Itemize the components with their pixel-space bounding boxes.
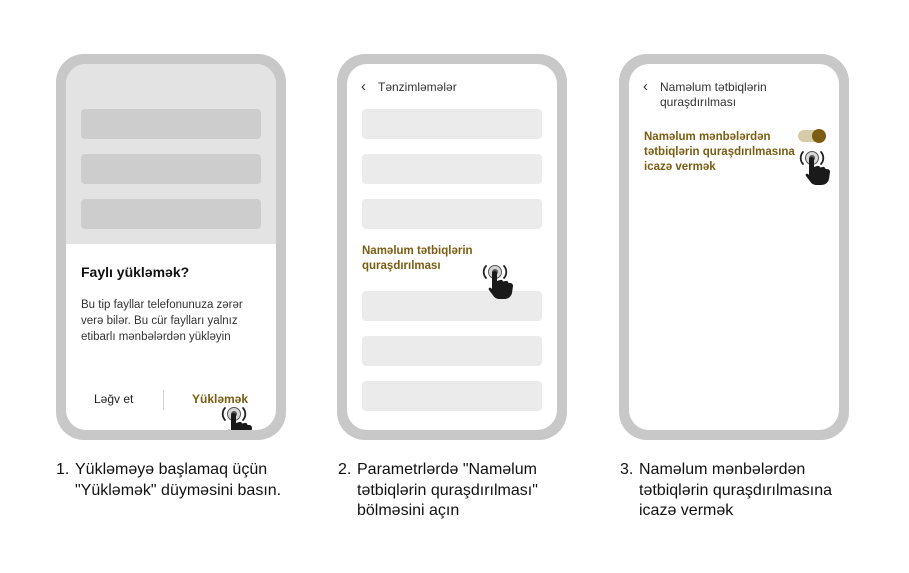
tap-gesture-icon bbox=[480, 262, 516, 300]
placeholder-bar bbox=[81, 154, 261, 184]
chevron-left-icon[interactable]: ‹ bbox=[643, 78, 648, 95]
screen-2 bbox=[347, 64, 557, 430]
step-text: Yükləməyə başlamaq üçün "Yükləmək" düyməsini basın. bbox=[75, 461, 282, 499]
screen-1 bbox=[66, 64, 276, 430]
dialog-title: Faylı yükləmək? bbox=[81, 264, 190, 280]
screen-3 bbox=[629, 64, 839, 430]
download-button[interactable]: Yükləmək bbox=[192, 392, 249, 406]
tap-gesture-icon bbox=[797, 148, 833, 186]
toggle-knob bbox=[812, 129, 826, 143]
chevron-left-icon[interactable]: ‹ bbox=[361, 78, 366, 95]
placeholder-bar bbox=[81, 109, 261, 139]
dialog-body: Bu tip fayllar telefonunuza zərər verə bilər. Bu cür faylları yalnız etibarlı mənbələrdən yükləyin bbox=[81, 299, 243, 343]
allow-unknown-sources-label: Naməlum mənbələrdən tətbiqlərin quraşdırılmasına icazə vermək bbox=[644, 131, 795, 173]
phone-settings bbox=[337, 54, 567, 440]
settings-item[interactable] bbox=[362, 199, 542, 229]
step-number: 3. bbox=[620, 461, 634, 478]
phone-download-dialog bbox=[56, 54, 286, 440]
dimmed-background bbox=[66, 64, 276, 244]
step-text: Parametrlərdə "Naməlum tətbiqlərin quraşdırılması" bölməsini açın bbox=[357, 461, 538, 519]
settings-title: Tənzimləmələr bbox=[378, 80, 457, 94]
step-number: 2. bbox=[338, 461, 352, 478]
cancel-button[interactable]: Ləğv et bbox=[94, 392, 134, 406]
placeholder-bar bbox=[81, 199, 261, 229]
step-text: Naməlum mənbələrdən tətbiqlərin quraşdırılmasına icazə vermək bbox=[639, 461, 832, 519]
settings-item[interactable] bbox=[362, 109, 542, 139]
allow-unknown-sources-toggle[interactable] bbox=[798, 130, 825, 142]
settings-item[interactable] bbox=[362, 336, 542, 366]
phone-unknown-apps bbox=[619, 54, 849, 440]
step-number: 1. bbox=[56, 461, 70, 478]
settings-item[interactable] bbox=[362, 154, 542, 184]
button-divider bbox=[163, 390, 164, 410]
unknown-apps-title: Naməlum tətbiqlərin quraşdırılması bbox=[660, 80, 767, 109]
tap-gesture-icon bbox=[219, 404, 255, 430]
unknown-apps-item[interactable]: Naməlum tətbiqlərin quraşdırılması bbox=[362, 245, 473, 272]
settings-item[interactable] bbox=[362, 381, 542, 411]
